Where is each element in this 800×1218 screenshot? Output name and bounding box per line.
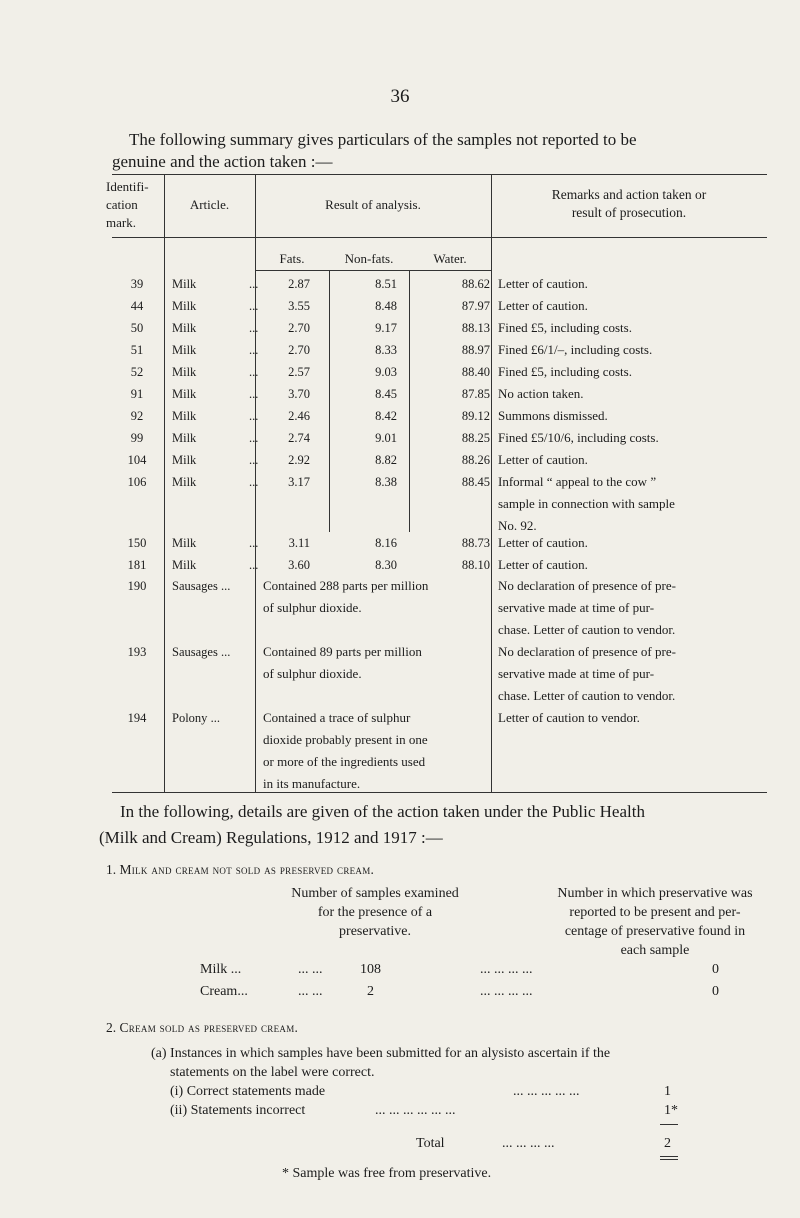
section-1-col1-header: Number of samples examined for the presence of a preservative. (291, 886, 459, 939)
section-1-milk-row: Milk ... ... ... 108 ... ... ... ... 0 (200, 962, 719, 977)
table-row: 104 Milk ... 2.92 8.82 88.26 Letter of caution. (127, 452, 588, 467)
header-id: Identifi- cation mark. (106, 179, 149, 230)
row-id: 193 (127, 645, 147, 659)
table-row: 181 Milk ... 3.60 8.30 88.10 Letter of caution. (127, 557, 588, 572)
section-2-incorrect-row: (ii) Statements incorrect ... ... ... ... ... ... 1* (170, 1103, 678, 1118)
table-row: 51 Milk ... 2.70 8.33 88.97 Fined £6/1/–, including costs. (130, 342, 653, 357)
table-end-rule (112, 792, 767, 793)
header-result: Result of analysis. (325, 197, 421, 212)
header-nonfats: Non-fats. (344, 251, 394, 266)
total-double-rule (660, 1156, 678, 1157)
row-article: Sausages ... (172, 645, 231, 659)
section-1-title: 1. Milk and cream not sold as preserved cream. (106, 862, 375, 877)
table-row: 99 Milk ... 2.74 9.01 88.25 Fined £5/10/6, including costs. (130, 430, 659, 445)
table-row: 44 Milk ... 3.55 8.48 87.97 Letter of caution. (130, 298, 588, 313)
table-row: 150 Milk ... 3.11 8.16 88.73 Letter of caution. (127, 535, 588, 550)
total-rule (660, 1124, 678, 1125)
subheader-rule (255, 270, 491, 271)
footnote: * Sample was free from preservative. (282, 1166, 492, 1181)
table-row: 91 Milk ... 3.70 8.45 87.85 No action taken. (130, 386, 584, 401)
intro-line-2: genuine and the action taken :— (112, 152, 333, 171)
table-row: 106 Milk ... 3.17 8.38 88.45 (127, 475, 490, 489)
column-rule (164, 650, 165, 792)
header-remarks: Remarks and action taken or result of prosecution. (551, 187, 707, 220)
table-row: 50 Milk ... 2.70 9.17 88.13 Fined £5, including costs. (130, 320, 632, 335)
page-number: 36 (390, 86, 410, 107)
row-result: Contained 89 parts per million of sulphur dioxide. (263, 644, 422, 681)
row-remarks: No declaration of presence of pre- servative made at time of pur- chase. Letter of caution to vendor. (498, 644, 676, 703)
header-rule (164, 237, 214, 238)
row-article: Sausages ... (172, 579, 231, 593)
row-result: Contained 288 parts per million of sulphur dioxide. (263, 578, 429, 615)
header-article: Article. (189, 197, 230, 212)
header-water: Water. (433, 251, 467, 266)
intro-line-1: The following summary gives particulars of the samples not reported to be (129, 130, 637, 149)
header-fats: Fats. (279, 251, 305, 266)
table-row: 92 Milk ... 2.46 8.42 89.12 Summons dismissed. (130, 408, 608, 423)
column-rule (255, 650, 256, 792)
row-id: 190 (127, 579, 147, 593)
row-result: Contained a trace of sulphur dioxide probably present in one or more of the ingredients used in its manufacture. (263, 710, 428, 791)
section-1-cream-row: Cream... ... ... 2 ... ... ... ... 0 (200, 984, 719, 999)
row-remarks: No declaration of presence of pre- servative made at time of pur- chase. Letter of caution to vendor. (498, 578, 676, 637)
total-double-rule (660, 1159, 678, 1160)
section-2-correct-row: (i) Correct statements made ... ... ... ... ... 1 (170, 1084, 671, 1099)
table-row: 52 Milk ... 2.57 9.03 88.40 Fined £5, including costs. (130, 364, 632, 379)
section-2-title: 2. Cream sold as preserved cream. (106, 1020, 299, 1035)
remarks-106: Informal “ appeal to the cow ” sample in connection with sample No. 92. (498, 474, 675, 533)
section-2-total-row: Total ... ... ... ... 2 (416, 1136, 671, 1151)
header-rule (491, 237, 767, 238)
section-1-col2-header: Number in which preservative was reported to be present and per- centage of preservative found in each sample (557, 886, 753, 958)
section-2a-text: (a) Instances in which samples have been submitted for an alysisto ascertain if the statements on the label were correct. (151, 1046, 611, 1080)
table-top-rule (112, 174, 767, 175)
row-article: Polony ... (172, 711, 220, 725)
row-remarks: Letter of caution to vendor. (498, 710, 640, 725)
column-rule (491, 650, 492, 792)
regulations-paragraph: In the following, details are given of the action taken under the Public Health (Milk and Cream) Regulations, 1912 and 1917 :— (99, 802, 645, 847)
header-rule (112, 237, 164, 238)
table-row: 39 Milk ... 2.87 8.51 88.62 Letter of caution. (130, 276, 588, 291)
row-id: 194 (127, 711, 147, 725)
